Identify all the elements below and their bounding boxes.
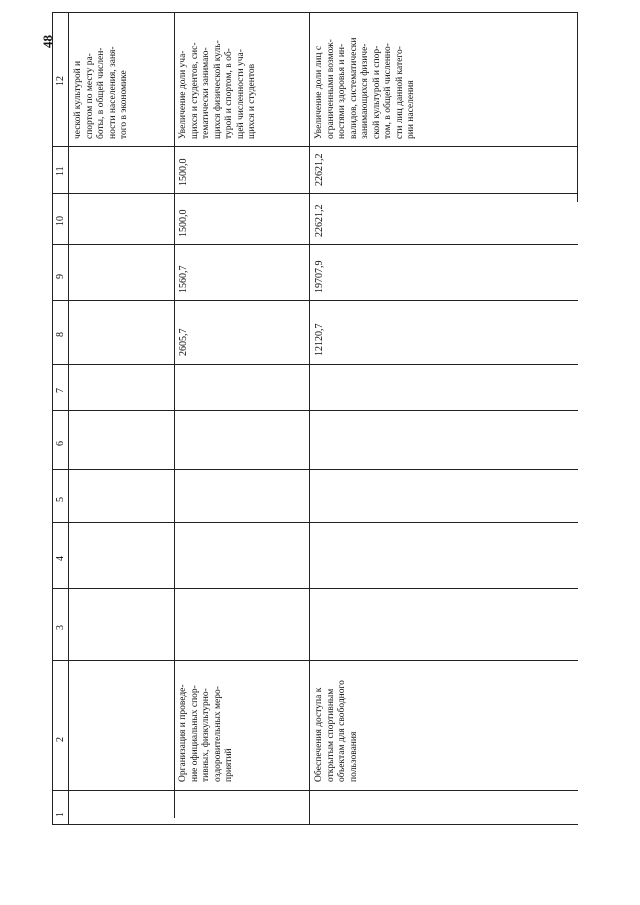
row-b-col2-text: Организация и проведе- ние официальных спор- тивных, физкультурно- оздоровительных меро- приятий — [178, 684, 234, 782]
row-c-col12-text: Увеличение доли лиц с ограниченными возмож- ностями здоровья и ин- валидов, систематически занимающихся физиче- ской культурой и спор- том, в общей численно- сти лиц данной катего- рии населения — [314, 37, 416, 139]
header-col-11: 11 — [55, 166, 66, 176]
col-sep-2 — [52, 660, 578, 661]
header-col-5: 5 — [55, 497, 66, 502]
col-sep-10 — [52, 193, 578, 194]
table-border-left — [52, 12, 53, 824]
header-row-divider — [68, 12, 69, 824]
row-c-col2-text: Обеспечения доступа к открытым спортивным объектам для свободного пользования — [314, 680, 359, 782]
header-col-1: 1 — [55, 812, 66, 817]
col-sep-11 — [52, 146, 578, 147]
col-sep-12 — [52, 12, 578, 13]
row-c-col10-value: 22621,2 — [314, 204, 325, 237]
row-c-col9-value: 19707,9 — [314, 260, 325, 293]
header-col-9: 9 — [55, 274, 66, 279]
header-col-3: 3 — [55, 625, 66, 630]
header-col-2: 2 — [55, 737, 66, 742]
row-c-col8-value: 12120,7 — [314, 323, 325, 356]
col-sep-6 — [52, 410, 578, 411]
header-col-12: 12 — [55, 76, 66, 86]
col-sep-9 — [52, 244, 578, 245]
row-b-col9-value: 1560,7 — [178, 265, 189, 293]
col-sep-7 — [52, 364, 578, 365]
header-col-4: 4 — [55, 556, 66, 561]
header-col-8: 8 — [55, 332, 66, 337]
table-border-right — [577, 12, 578, 202]
col-sep-5 — [52, 469, 578, 470]
header-col-7: 7 — [55, 388, 66, 393]
row-b-col12-text: Увеличение доли уча- щихся и студентов, сис- тематически занимаю- щихся физической куль- турой и спортом, в об- щей численности уча- щихся и студентов — [178, 40, 257, 139]
col-sep-4 — [52, 522, 578, 523]
row-b-col11-value: 1500,0 — [178, 158, 189, 186]
page-number: 48 — [40, 35, 55, 48]
header-col-6: 6 — [55, 441, 66, 446]
row-divider-2 — [309, 12, 310, 824]
row-b-col8-value: 2605,7 — [178, 328, 189, 356]
col-sep-1 — [52, 790, 578, 791]
row-a-col12-text: ческой культурой и спортом по месту ра- боты, в общей числен- ности населения, заня- того в экономике — [73, 46, 129, 139]
col-sep-3 — [52, 588, 578, 589]
row-divider-1 — [174, 12, 175, 818]
row-c-col11-value: 22621,2 — [314, 153, 325, 186]
rotated-table — [52, 12, 578, 834]
col-sep-8 — [52, 300, 578, 301]
table-border-bottom — [52, 824, 578, 825]
row-b-col10-value: 1500,0 — [178, 209, 189, 237]
header-col-10: 10 — [55, 216, 66, 226]
